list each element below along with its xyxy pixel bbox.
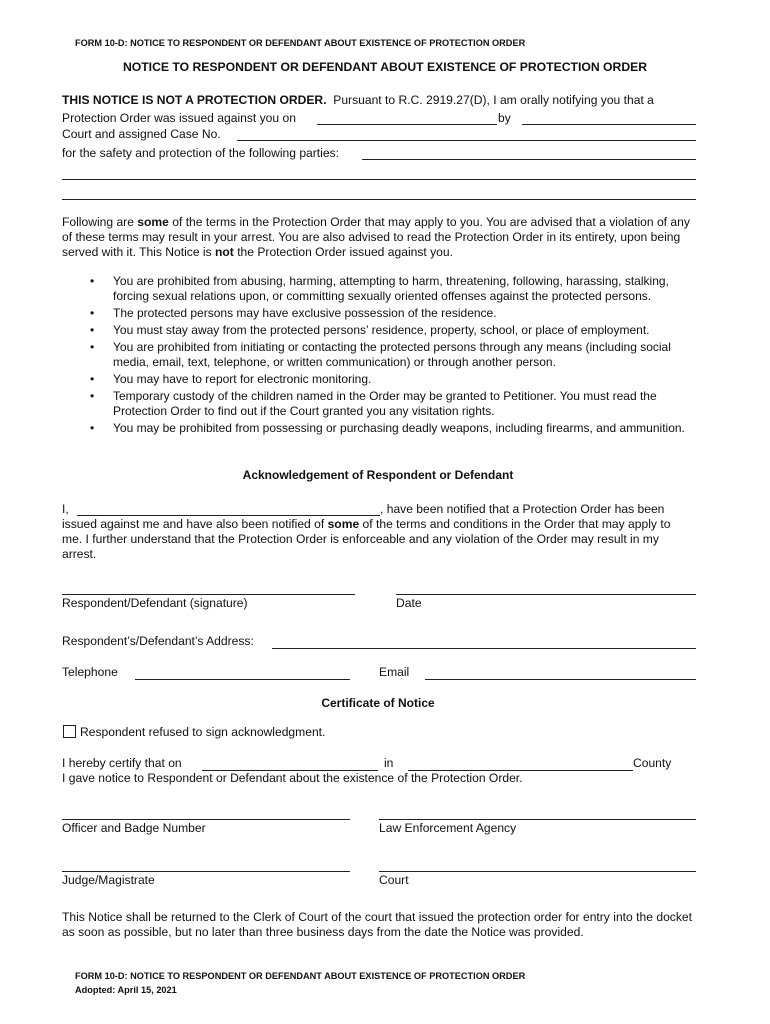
intro-line-4: for the safety and protection of the following parties:	[62, 146, 339, 160]
ack-line1-rest: , have been notified that a Protection Order has been	[380, 502, 665, 516]
county-label: County	[633, 756, 672, 770]
court-field[interactable]	[379, 871, 696, 872]
email-label: Email	[379, 665, 410, 679]
list-item: • You are prohibited from initiating or contacting the protected persons through any means (including social media, email, text, telephone, or written communication) or through another person.	[90, 339, 671, 370]
ack-i-label: I,	[62, 502, 69, 516]
signature-field[interactable]	[62, 594, 355, 595]
court-label: Court	[379, 873, 409, 887]
refused-checkbox[interactable]	[63, 725, 76, 738]
protected-parties-field-2[interactable]	[62, 179, 696, 180]
list-item: • You must stay away from the protected persons’ residence, property, school, or place of employment.	[90, 323, 650, 338]
date-field[interactable]	[396, 594, 696, 595]
gave-notice-text: I gave notice to Respondent or Defendant about the existence of the Protection Order.	[62, 771, 523, 785]
order-date-field[interactable]	[317, 124, 497, 125]
list-item: • You may have to report for electronic monitoring.	[90, 372, 372, 387]
intro-line-1	[62, 93, 654, 107]
bullet-icon: •	[90, 306, 95, 321]
page-title: NOTICE TO RESPONDENT OR DEFENDANT ABOUT EXISTENCE OF PROTECTION ORDER	[122, 60, 648, 74]
address-label: Respondent’s/Defendant’s Address:	[62, 634, 254, 648]
address-field[interactable]	[272, 648, 696, 649]
certificate-heading: Certificate of Notice	[321, 696, 435, 710]
date-label: Date	[396, 596, 422, 610]
footer-form-title: FORM 10-D: NOTICE TO RESPONDENT OR DEFENDANT ABOUT EXISTENCE OF PROTECTION ORDER	[75, 971, 526, 981]
telephone-field[interactable]	[135, 679, 350, 680]
agency-field[interactable]	[379, 819, 696, 820]
bullet-icon: •	[90, 339, 95, 354]
agency-label: Law Enforcement Agency	[379, 821, 517, 835]
protected-parties-field-1[interactable]	[362, 159, 696, 160]
ack-paragraph: issued against me and have also been notified of some of the terms and conditions in the Order that may apply to me. I further understand that the Protection Order is enforceable and any violation of the Order may result in my arrest.	[62, 517, 671, 561]
form-header: FORM 10-D: NOTICE TO RESPONDENT OR DEFENDANT ABOUT EXISTENCE OF PROTECTION ORDER	[75, 38, 526, 48]
list-item: • The protected persons may have exclusive possession of the residence.	[90, 306, 497, 321]
judge-field[interactable]	[62, 871, 350, 872]
bullet-icon: •	[90, 372, 95, 387]
by-label: by	[498, 111, 511, 125]
signature-label: Respondent/Defendant (signature)	[62, 596, 248, 610]
terms-intro: Following are some of the terms in the Protection Order that may apply to you. You are advised that a violation of any of these terms may result in your arrest. You are also advised to read the Protection Order in its entirety, upon being served with it. This Notice is not the Protection Order issued against you.	[62, 215, 690, 259]
refused-label: Respondent refused to sign acknowledgment.	[80, 725, 326, 739]
judge-label: Judge/Magistrate	[62, 873, 155, 887]
bullet-icon: •	[90, 323, 95, 338]
list-item: • You are prohibited from abusing, harming, attempting to harm, threatening, following, harassing, stalking, forcing sexual relations upon, or committing sexually oriented offenses against the protected persons.	[90, 274, 669, 304]
terms-list	[62, 274, 694, 438]
bullet-icon: •	[90, 274, 95, 288]
officer-badge-field[interactable]	[62, 819, 350, 820]
email-field[interactable]	[425, 679, 696, 680]
bullet-icon: •	[90, 421, 95, 436]
respondent-name-field[interactable]	[77, 515, 380, 516]
bullet-icon: •	[90, 389, 95, 404]
footer-adopted: Adopted: April 15, 2021	[75, 985, 177, 995]
intro-line-3: Court and assigned Case No.	[62, 127, 221, 141]
issuing-court-field[interactable]	[522, 124, 696, 125]
in-label: in	[384, 756, 394, 770]
intro-bold-lead: THIS NOTICE IS NOT A PROTECTION ORDER.	[62, 93, 327, 107]
list-item: • Temporary custody of the children named in the Order may be granted to Petitioner. You must read the Protection Order to find out if the Court granted you any visitation rights.	[90, 389, 657, 419]
return-notice: This Notice shall be returned to the Clerk of Court of the court that issued the protection order for entry into the docket as soon as possible, but no later than three business days from the date the Notice was provided.	[62, 910, 692, 939]
list-item: • You may be prohibited from possessing or purchasing deadly weapons, including firearms, and ammunition.	[90, 421, 685, 436]
telephone-label: Telephone	[62, 665, 118, 679]
officer-badge-label: Officer and Badge Number	[62, 821, 206, 835]
case-number-field[interactable]	[237, 140, 696, 141]
certify-label: I hereby certify that on	[62, 756, 182, 770]
ack-heading: Acknowledgement of Respondent or Defendant	[242, 468, 514, 482]
protected-parties-field-3[interactable]	[62, 199, 696, 200]
intro-line1-rest: Pursuant to R.C. 2919.27(D), I am orally notifying you that a	[333, 93, 654, 107]
intro-line-2: Protection Order was issued against you on	[62, 111, 296, 125]
